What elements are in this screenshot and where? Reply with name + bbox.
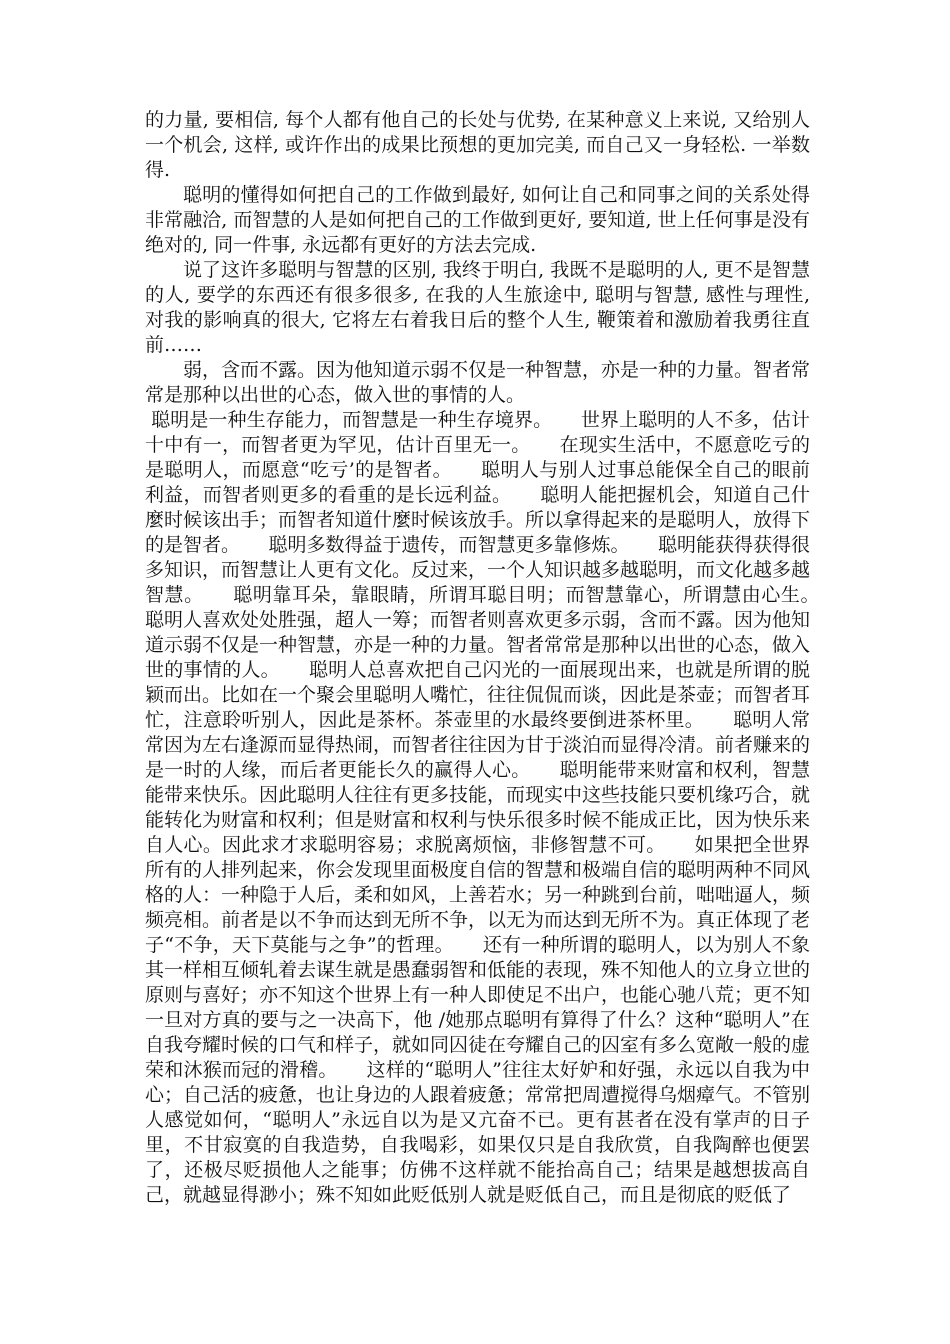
paragraph-5: 聪明是一种生存能力，而智慧是一种生存境界。 世界上聪明的人不多，估计十中有一，而智者更为罕见，估计百里无一。 在现实生活中，不愿意吃亏的是聪明人，而愿意“吃亏’的是智者。 聪明人与别人过事总能保全自己的眼前利益，而智者则更多的看重的是长远利益。 聪明人能把握机会，知道自己什麼时候该出手；而智者知道什麼时候该放手。所以拿得起来的是聪明人，放得下的是智者。 聪明多数得益于遗传，而智慧更多靠修炼。 聪明能获得获得很多知识，而智慧让人更有文化。反过来，一个人知识越多越聪明，而文化越多越智慧。 聪明靠耳朵，靠眼睛，所谓耳聪目明；而智慧靠心，所谓慧由心生。 聪明人喜欢处处胜强，超人一筹；而智者则喜欢更多示弱，含而不露。因为他知道示弱不仅是一种智慧，亦是一种的力量。智者常常是那种以出世的心态，做入世的事情的人。 聪明人总喜欢把自己闪光的一面展现出来，也就是所谓的脱颖而出。比如在一个聚会里聪明人嘴忙，往往侃侃而谈，因此是茶壶；而智者耳忙，注意聆听别人，因此是茶杯。茶壶里的水最终要倒进茶杯里。 聪明人常常因为左右逢源而显得热闹，而智者往往因为甘于淡泊而显得冷清。前者赚来的是一时的人缘，而后者更能长久的赢得人心。 聪明能带来财富和权利，智慧能带来快乐。因此聪明人往往有更多技能，而现实中这些技能只要机缘巧合，就能转化为财富和权利；但是财富和权利与快乐很多时候不能成正比，因为快乐来自人心。因此求才求聪明容易；求脱离烦恼，非修智慧不可。 如果把全世界所有的人排列起来，你会发现里面极度自信的智慧和极端自信的聪明两种不同风格的人：一种隐于人后，柔和如风，上善若水；另一种跳到台前，咄咄逼人，频频亮相。前者是以不争而达到无所不争，以无为而达到无所不为。真正体现了老子“不争，天下莫能与之争”的哲理。 还有一种所谓的聪明人，以为别人不象其一样相互倾轧着去谋生就是愚蠢弱智和低能的表现，殊不知他人的立身立世的原则与喜好；亦不知这个世界上有一种人即使足不出户，也能心驰八荒；更不知一旦对方真的要与之一决高下，他 /她那点聪明有算得了什么？这种“聪明人”在自我夸耀时候的口气和样子，就如同囚徒在夸耀自己的囚室有多么宽敞一般的虚荣和沐猴而冠的滑稽。 这样的“聪明人”往往太好妒和好强，永远以自我为中心；自己活的疲惫，也让身边的人跟着疲惫；常常把周遭搅得乌烟瘴气。不管别人感觉如何，“聪明人”永远自以为是又亢奋不已。更有甚者在没有掌声的日子里，不甘寂寞的自我造势，自我喝彩，如果仅只是自我欣赏，自我陶醉也便罢了，还极尽贬损他人之能事；仿佛不这样就不能抬高自己；结果是越想拔高自己，就越显得渺小；殊不知如此贬低别人就是贬低自己，而且是彻底的贬低了	[145, 409, 849, 1206]
paragraph-2: 聪明的懂得如何把自己的工作做到最好, 如何让自己和同事之间的关系处得非常融洽, 而智慧的人是如何把自己的工作做到更好, 要知道, 世上任何事是没有绝对的, 同一件事, 永远都有更好的方法去完成.	[145, 184, 810, 256]
document-body	[145, 108, 849, 1208]
paragraph-4: 弱，含而不露。因为他知道示弱不仅是一种智慧，亦是一种的力量。智者常常是那种以出世的心态，做入世的事情的人。	[145, 359, 811, 406]
paragraph-3: 说了这许多聪明与智慧的区别, 我终于明白, 我既不是聪明的人, 更不是智慧的人, 要学的东西还有很多很多, 在我的人生旅途中, 聪明与智慧, 感性与理性, 对我的影响真的很大, 它将左右着我日后的整个人生, 鞭策着和激励着我勇往直前……	[145, 259, 817, 356]
paragraph-1: 的力量, 要相信, 每个人都有他自己的长处与优势, 在某种意义上来说, 又给别人一个机会, 这样, 或许作出的成果比预想的更加完美, 而自己又一身轻松. 一举数得.	[145, 109, 810, 181]
